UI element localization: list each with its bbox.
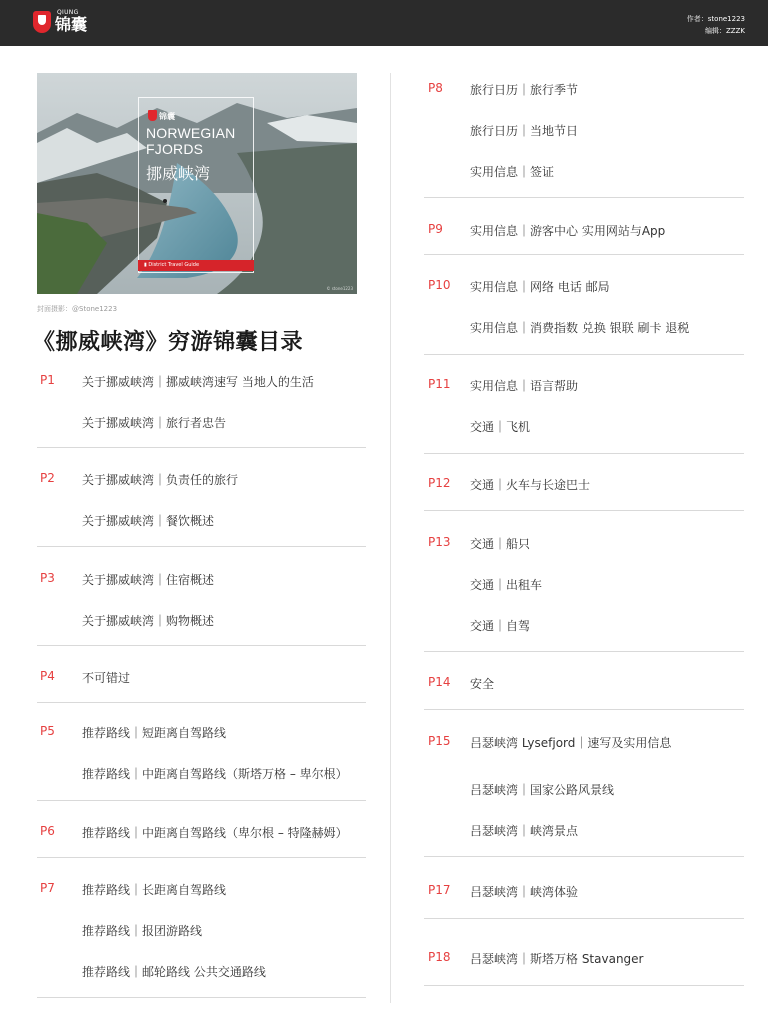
cover-title-cn: 挪威峡湾	[146, 164, 211, 183]
toc-divider	[424, 197, 744, 198]
toc-entry[interactable]: 旅行日历｜旅行季节	[470, 83, 579, 97]
toc-page-number[interactable]: P10	[428, 278, 451, 292]
toc-entry[interactable]: 关于挪威峡湾｜住宿概述	[82, 573, 215, 587]
toc-entry[interactable]: 推荐路线｜报团游路线	[82, 924, 203, 938]
editor-label: 编辑：ZZZK	[705, 27, 745, 35]
toc-entry[interactable]: 吕瑟峡湾｜峡湾景点	[470, 824, 579, 838]
toc-divider	[424, 651, 744, 652]
toc-entry[interactable]: 关于挪威峡湾｜餐饮概述	[82, 514, 215, 528]
toc-entry[interactable]: 实用信息｜签证	[470, 165, 555, 179]
toc-entry[interactable]: 安全	[470, 677, 495, 691]
toc-entry[interactable]: 交通｜自驾	[470, 619, 531, 633]
toc-page-number[interactable]: P13	[428, 535, 451, 549]
cover-corner-credit: © stone1223	[326, 286, 353, 291]
logo-main-text: 锦囊	[55, 15, 88, 34]
cover-title-en	[146, 125, 235, 157]
toc-page-number[interactable]: P15	[428, 734, 451, 748]
toc-entry[interactable]: 推荐路线｜短距离自驾路线	[82, 726, 227, 740]
toc-entry[interactable]: 交通｜火车与长途巴士	[470, 478, 591, 492]
toc-entry[interactable]: 交通｜船只	[470, 537, 531, 551]
toc-divider	[424, 510, 744, 511]
brand-logo[interactable]	[33, 9, 89, 35]
page-title: 《挪威峡湾》穷游锦囊目录	[33, 330, 304, 355]
author-label: 作者：stone1223	[686, 15, 745, 23]
toc-entry[interactable]: 吕瑟峡湾｜峡湾体验	[470, 885, 579, 899]
toc-entry[interactable]: 实用信息｜消费指数 兑换 银联 刷卡 退税	[470, 321, 690, 335]
toc-entry[interactable]: 推荐路线｜邮轮路线 公共交通路线	[82, 965, 266, 979]
toc-page-number[interactable]: P9	[428, 222, 443, 236]
shield-logo-icon	[33, 11, 51, 33]
cover-shield-icon	[148, 110, 157, 121]
toc-divider	[37, 546, 366, 547]
toc-page-number[interactable]: P5	[40, 724, 55, 738]
toc-page-number[interactable]: P2	[40, 471, 55, 485]
toc-divider	[37, 997, 366, 998]
toc-divider	[37, 702, 366, 703]
toc-divider	[37, 857, 366, 858]
cover-title-line1: NORWEGIAN	[146, 125, 236, 141]
toc-entry[interactable]: 实用信息｜语言帮助	[470, 379, 579, 393]
toc-page-number[interactable]: P6	[40, 824, 55, 838]
toc-divider	[37, 645, 366, 646]
toc-entry[interactable]: 推荐路线｜中距离自驾路线（卑尔根 – 特隆赫姆）	[82, 826, 348, 840]
toc-divider	[424, 918, 744, 919]
toc-divider	[424, 709, 744, 710]
toc-page-number[interactable]: P11	[428, 377, 451, 391]
toc-entry[interactable]: 吕瑟峡湾｜斯塔万格 Stavanger	[470, 952, 644, 966]
toc-divider	[424, 453, 744, 454]
toc-page-number[interactable]: P8	[428, 81, 443, 95]
cover-title-line2: FJORDS	[146, 141, 204, 157]
toc-page-number[interactable]: P14	[428, 675, 451, 689]
toc-entry[interactable]: 不可错过	[82, 671, 131, 685]
cover-frame	[138, 97, 254, 273]
credits	[687, 13, 745, 37]
cover-bar-text: ▮ District Travel Guide	[144, 262, 200, 268]
toc-entry[interactable]: 关于挪威峡湾｜购物概述	[82, 614, 215, 628]
toc-entry[interactable]: 关于挪威峡湾｜旅行者忠告	[82, 416, 227, 430]
toc-page-number[interactable]: P17	[428, 883, 451, 897]
toc-entry[interactable]: 交通｜飞机	[470, 420, 531, 434]
cover-brand: 锦囊	[159, 112, 175, 121]
toc-divider	[424, 985, 744, 986]
toc-entry[interactable]: 旅行日历｜当地节日	[470, 124, 579, 138]
toc-entry[interactable]: 关于挪威峡湾｜挪威峡湾速写 当地人的生活	[82, 375, 314, 389]
column-divider	[390, 73, 391, 1003]
cover-image	[37, 73, 357, 294]
toc-page-number[interactable]: P3	[40, 571, 55, 585]
logo-small-text: QIUNG	[57, 9, 79, 16]
toc-entry[interactable]: 吕瑟峡湾｜国家公路风景线	[470, 783, 615, 797]
toc-page-number[interactable]: P7	[40, 881, 55, 895]
photo-credit: 封面摄影：@Stone1223	[37, 305, 118, 313]
toc-page-number[interactable]: P18	[428, 950, 451, 964]
toc-divider	[424, 254, 744, 255]
toc-divider	[37, 447, 366, 448]
toc-entry[interactable]: 实用信息｜网络 电话 邮局	[470, 280, 610, 294]
toc-page-number[interactable]: P1	[40, 373, 55, 387]
top-bar	[0, 0, 768, 46]
toc-page-number[interactable]: P12	[428, 476, 451, 490]
toc-page-number[interactable]: P4	[40, 669, 55, 683]
toc-divider	[424, 856, 744, 857]
toc-entry[interactable]: 实用信息｜游客中心 实用网站与App	[470, 224, 666, 238]
toc-entry[interactable]: 推荐路线｜长距离自驾路线	[82, 883, 227, 897]
toc-entry[interactable]: 吕瑟峡湾 Lysefjord｜速写及实用信息	[470, 736, 672, 750]
toc-entry[interactable]: 推荐路线｜中距离自驾路线（斯塔万格 – 卑尔根）	[82, 767, 348, 781]
toc-divider	[37, 800, 366, 801]
toc-entry[interactable]: 关于挪威峡湾｜负责任的旅行	[82, 473, 239, 487]
toc-divider	[424, 354, 744, 355]
toc-entry[interactable]: 交通｜出租车	[470, 578, 543, 592]
logo-text	[55, 9, 89, 35]
